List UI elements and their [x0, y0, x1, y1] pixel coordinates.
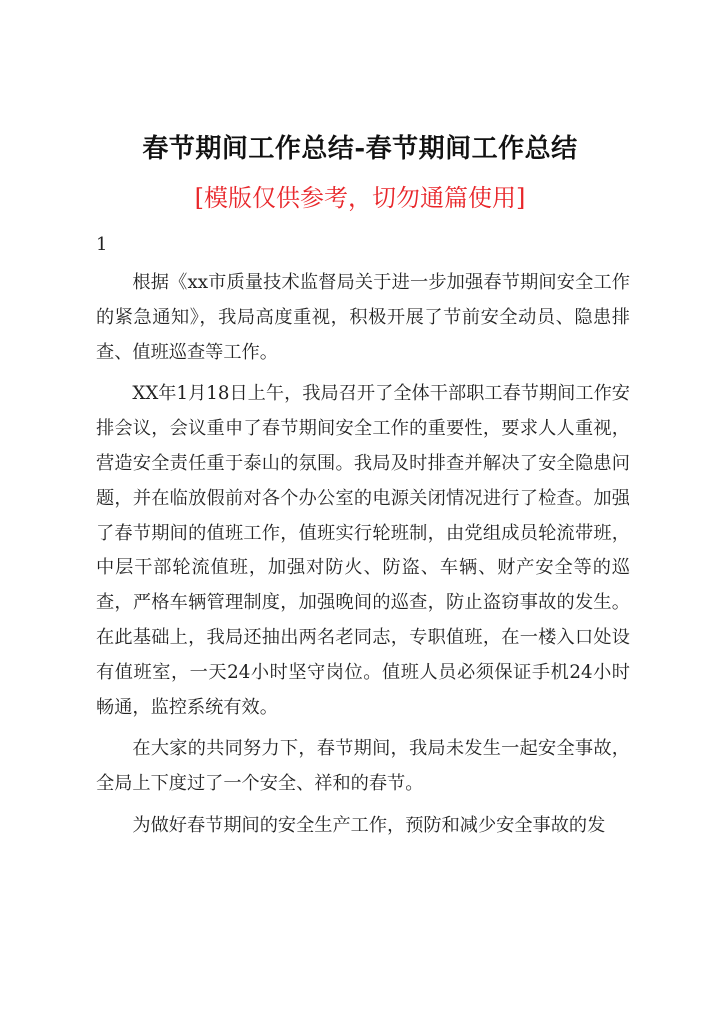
paragraph: 为做好春节期间的安全生产工作，预防和减少安全事故的发 — [132, 814, 606, 836]
template-notice: [模版仅供参考，切勿通篇使用] — [194, 184, 526, 212]
document-title: 春节期间工作总结-春节期间工作总结 — [142, 134, 578, 164]
document-body — [96, 266, 630, 851]
page-number: 1 — [96, 234, 108, 255]
paragraph: 根据《xx市质量技术监督局关于进一步加强春节期间安全工作的紧急通知》，我局高度重视，积极开展了节前安全动员、隐患排查、值班巡查等工作。 — [96, 272, 630, 363]
paragraph: 在大家的共同努力下，春节期间，我局未发生一起安全事故，全局上下度过了一个安全、祥和的春节。 — [96, 738, 630, 795]
paragraph: XX年1月18日上午，我局召开了全体干部职工春节期间工作安排会议，会议重申了春节期间安全工作的重要性，要求人人重视，营造安全责任重于泰山的氛围。我局及时排查并解决了安全隐患问题，并在临放假前对各个办公室的电源关闭情况进行了检查。加强了春节期间的值班工作，值班实行轮班制，由党组成员轮流带班，中层干部轮流值班，加强对防火、防盗、车辆、财产安全等的巡查，严格车辆管理制度，加强晚间的巡查，防止盗窃事故的发生。在此基础上，我局还抽出两名老同志，专职值班，在一楼入口处设有值班室，一天24小时坚守岗位。值班人员必须保证手机24小时畅通，监控系统有效。 — [96, 383, 630, 718]
